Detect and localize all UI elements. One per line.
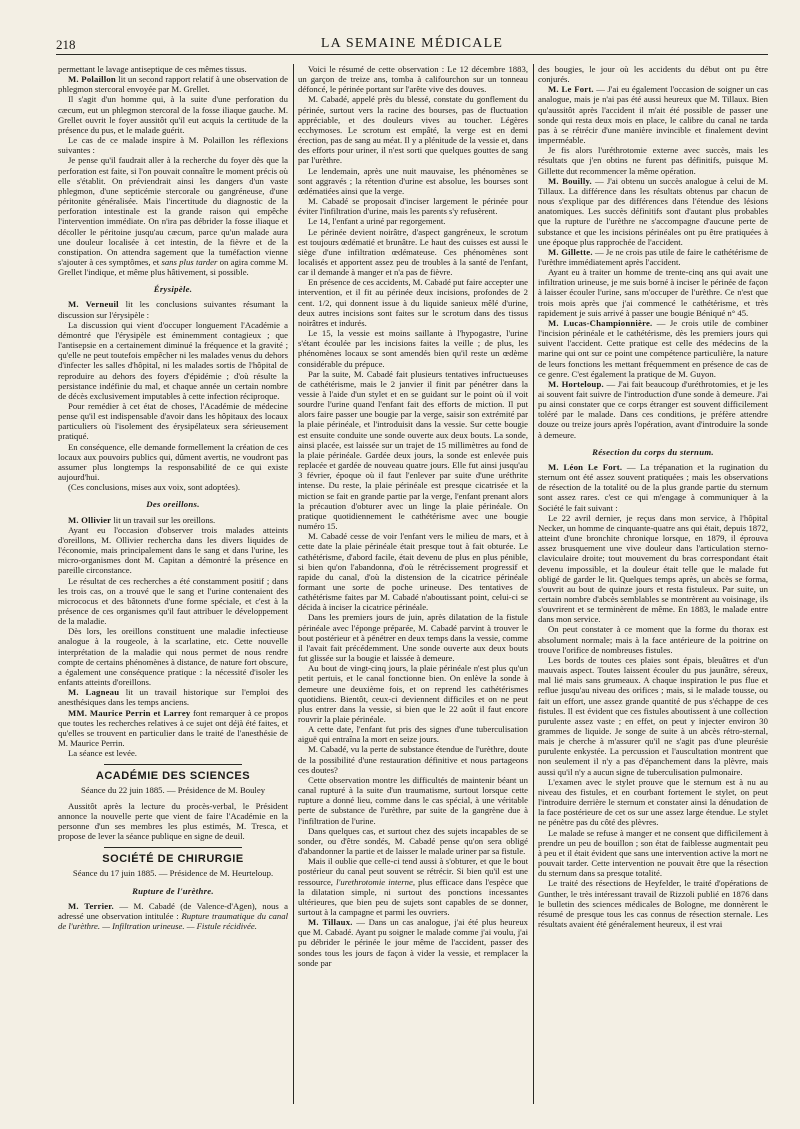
paragraph-text: — J'ai fait beaucoup d'uréthrotomies, et je les ai souvent fait suivre de l'introduction d'une sonde à demeure. J'ai pu ainsi constater que ce corps étranger est souvent difficilement toléré par le malade. Dans ces conditions, je préfère attendre douze ou treize jours après l'opération, avant d'introduire la sonde à demeure. [538, 378, 768, 440]
paragraph: Le périnée devient noirâtre, d'aspect gangréneux, le scrotum est toujours œdématié et brunâtre. Le haut des cuisses est aussi le siège d'une infiltration œdémateuse. Ces phénomènes sont localisés et apportent assez peu de troubles à la santé de l'enfant, car il demande à manger et n'a pas de fièvre. [298, 226, 528, 278]
paragraph [298, 856, 528, 917]
paragraph [538, 176, 768, 247]
column-rule [533, 64, 534, 1104]
paragraph [58, 515, 288, 525]
paragraph-text: font remarquer à ce propos que toutes les recherches relatives à ce sujet ont déjà été faites, et qu'elles se trouvent en particulier dans le traité de l'anesthésie de M. Maurice Perrin. [58, 707, 288, 748]
column-1 [58, 64, 288, 1104]
paragraph: Le 22 avril dernier, je reçus dans mon service, à l'hôpital Necker, un homme de cinquante-quatre ans qui était, depuis 1872, atteint d'une bronchite chronique lorsque, en 1879, il éprouva assez brusquement une vive douleur dans l'articulation sterno-claviculaire droite; tout mouvement du bras correspondant était devenu impossible, et la douleur était telle que le malade fut obligé de garder le lit. Quelques temps après, un abcès se forma, s'ouvrit au bout de quinze jours et resta fistuleux. Par suite, un certain nombre d'abcès semblables se montrèrent au voisinage, ils s'ouvrirent et se terminèrent de même. En 1883, le malade entre dans mon service. [538, 512, 768, 625]
paragraph [538, 247, 768, 267]
speaker-name: M. Le Fort. [548, 84, 594, 95]
paragraph: Ayant eu à traiter un homme de trente-cinq ans qui avait une infiltration urineuse, je me suis borné à inciser le périnée de façon à laisser écouler l'urine, sans m'occuper de l'urèthre. Ce n'est que trois mois après que j'ai commencé le cathétérisme, et très rapidement je suis arrivé à passer une bougie Béniqué n° 45. [538, 267, 768, 318]
paragraph [58, 901, 288, 931]
speaker-name: M. Verneuil [68, 299, 119, 310]
paragraph: En présence de ces accidents, M. Cabadé put faire accepter une intervention, et il fit au périnée deux incisions, profondes de 2 cent. 1/2, qui donnent issue à du liquide sanieux mêlé d'urine, deux autres incisions sont faites sur le scrotum dans des tissus noirâtres et indurés. [298, 277, 528, 328]
speaker-name: M. Lagneau [68, 687, 120, 698]
paragraph-text: — M. Cabadé (de Valence-d'Agen), nous a adressé une observation intitulée : [58, 900, 288, 921]
paragraph: Je fis alors l'uréthrotomie externe avec succès, mais les résultats que j'en obtins ne furent pas définitifs, puisque M. Gillette dut recommencer la même opération. [538, 145, 768, 176]
paragraph-text: lit un travail historique sur l'emploi des anesthésiques dans les temps anciens. [58, 687, 288, 708]
subsection-title: Résection du corps du sternum. [592, 446, 714, 457]
paragraph: La discussion qui vient d'occuper longuement l'Académie a démontré que l'érysipèle est éminemment contagieux ; que l'antisepsie en a certainement diminué la fréquence et la gravité ; qu'elle ne peut toutefois empêcher ni les malades venus du dehors d'infecter les salles d'hôpital, ni les malades sortis de l'hôpital de reproduire au dehors des foyers d'épidémie ; d'où résulte la persistance indéfinie du mal, et chaque année un certain nombre de décès exclusivement imputables à cette infection réciproque. [58, 319, 288, 401]
paragraph: M. Cabadé, appelé près du blessé, constate du gonflement du périnée, surtout vers la racine des bourses, pas de fluctuation appréciable, et des douleurs vives au toucher. Légères ecchymoses. Le scrotum est empâté, la verge est en demi érection, pas de sang au méat. Il y a plénitude de la vessie et, dans des efforts pour uriner, il n'est sorti que quelques gouttes de sang par l'urèthre. [298, 94, 528, 166]
speaker-name: M. Ollivier [68, 514, 112, 525]
section-divider [104, 847, 242, 848]
italic-text: Rupture traumatique du canal de l'urèthre. — Infiltration urineuse. — Fistule récidivée. [58, 910, 288, 932]
column-2 [298, 64, 528, 1104]
paragraph: Le lendemain, après une nuit mauvaise, les phénomènes se sont aggravés ; la rétention d'urine est absolue, les bourses sont œdématiées ainsi que la verge. [298, 165, 528, 196]
paragraph-text: — Dans un cas analogue, j'ai été plus heureux que M. Cabadé. Ayant pu soigner le malade comme j'ai voulu, j'ai pu débrider le périnée le jour même de l'accident, passer des sondes tous les jours de façon à vider la vessie, et remplacer la sonde par [298, 917, 528, 968]
paragraph: Les bords de toutes ces plaies sont épais, bleuâtres et d'un mauvais aspect. Toutes laissent écouler du pus jaunâtre, séreux, mal lié mais sans grumeaux. A chaque inspiration le pus flue et reflue jusqu'au niveau des orifices ; mais, si le malade tousse, ou fait un effort, une assez grande quantité de pus s'échappe de ces fistules. Il est évident que ces fistules aboutissent à une collection purulente assez vaste ; en effet, on peut y injecter environ 30 grammes de liquide. Je songe de suite à un abcès rétro-sternal, mais je cherche à m'assurer qu'il ne s'agit pas d'une pleurésie purulente enkystée. La percussion et l'auscultation montrent que non seulement il n'y a pas d'épanchement dans la plèvre, mais aussi qu'il n'y a aucun signe de tuberculisation pulmonaire. [538, 654, 768, 777]
paragraph: Aussitôt après la lecture du procès-verbal, le Président annonce la nouvelle perte que vient de faire l'Académie en la personne d'un ses membres les plus estimés, M. Tresca, et propose de lever la séance publique en signe de deuil. [58, 800, 288, 842]
paragraph: Cette observation montre les difficultés de maintenir béant un canal rupturé à la suite d'un traumatisme, surtout lorsque cette rupture a donné lieu, comme dans le cas spécial, à une véritable perte de substance de l'urèthre, par suite de la gangrène due à l'infiltration de l'urine. [298, 774, 528, 826]
paragraph-text: lit un second rapport relatif à une observation de phlegmon stercoral envoyée par M. Grellet. [58, 74, 288, 95]
paragraph-text: on agira comme M. Grellet l'indique, et même plus hâtivement, si possible. [58, 256, 288, 278]
paragraph-text: — La trépanation et la rugination du sternum ont été assez souvent pratiquées ; mais les observations de résection de la totalité ou de la plus grande partie du sternum sont assez rares. c'est ce qui m'engage à communiquer à la Société le fait suivant : [538, 461, 768, 513]
section-divider [104, 764, 242, 765]
paragraph-text: lit un travail sur les oreillons. [113, 514, 216, 525]
paragraph: Le cas de ce malade inspire à M. Polaillon les réflexions suivantes : [58, 135, 288, 156]
paragraph: Dans les premiers jours de juin, après dilatation de la fistule périnéale avec l'éponge préparée, M. Cabadé parvint à trouver le bout postérieur et à pénétrer en deux temps dans la vessie, comme il l'avait fait précédemment. Une sonde ouverte aux deux bouts fut glissée sur la bougie et laissée à demeure. [298, 612, 528, 664]
session-line: Séance du 22 juin 1885. — Présidence de M. Bouley [80, 785, 266, 796]
paragraph [538, 318, 768, 379]
paragraph-text: — Je ne crois pas utile de faire le cathétérisme de l'urèthre immédiatement après l'accident. [538, 246, 768, 267]
italic-text: sans plus tarder [161, 256, 218, 267]
paragraph: Il s'agit d'un homme qui, à la suite d'une perforation du cæcum, eut un phlegmon stercoral de la fosse iliaque gauche. M. Grellet ouvrit le foyer aussitôt qu'il eut acquis la certitude de la présence du pus, et le malade guérit. [58, 94, 288, 135]
paragraph-text: Je pense qu'il faudrait aller à la recherche du foyer dès que la perforation est faite, si l'on pouvait connaître le moment précis où elle s'établit. On préviendrait ainsi les dangers d'un vaste phlegmon, d'une septicémie stercorale ou gangréneuse, d'une péritonite généralisée. Mais l'incertitude du diagnostic de la perforation intestinale est la grande raison qui empêche l'intervention immédiate. On n'ira pas débrider la fosse iliaque et décoller le péritoine jusqu'au cæcum, parce qu'un malade aura une douleur localisée à cet intestin, de la fièvre et de la constipation. On attendra sagement que la tuméfaction vienne s'ajouter à ces symptômes, et [58, 155, 288, 267]
paragraph: M. Cabadé, vu la perte de substance étendue de l'urèthre, doute de la possibilité d'une restauration définitive et nous partageons ces doutes? [298, 744, 528, 775]
paragraph-text: Mais il oublie que celle-ci tend aussi à s'obturer, et que le bout postérieur du canal peut souvent se rétrécir. Si bien qu'il est une ressource, [298, 856, 528, 887]
column-rule [293, 64, 294, 1104]
paragraph: Dès lors, les oreillons constituent une maladie infectieuse analogue à la rougeole, à la scarlatine, etc. Cette nouvelle interprétation de la maladie qui nous permet de nous rendre compte de certains phénomènes à distance, de nature fort obscure, a également une conséquence pratique : la nécessité d'isoler les enfants atteints d'oreillons. [58, 626, 288, 688]
speaker-name: M. Léon Le Fort. [548, 461, 623, 472]
session-line: Séance du 17 juin 1885. — Présidence de M. Heurteloup. [72, 868, 274, 879]
journal-title: LA SEMAINE MÉDICALE [320, 36, 504, 51]
paragraph: L'examen avec le stylet prouve que le sternum est à nu au niveau des fistules, et en courbant fortement le stylet, on peut l'introduire derrière le sternum et constater ainsi la dénudation de la face postérieure de cet os sur une assez large étendue. Le stylet ne pénètre pas du côté des plèvres. [538, 776, 768, 828]
subsection-title: Rupture de l'urèthre. [132, 885, 214, 896]
paragraph-text: plus efficace dans l'espèce que la dilatation simple, ni surtout des ponctions incessantes ultérieures, que bien peu de sujets sont capables de se donner, surtout à la campagne et parmi les ouvriers. [298, 876, 528, 917]
paragraph: Le traité des résections de Heyfelder, le traité d'opérations de Gunther, le très intéressant travail de Rizzoli publié en 1876 dans le bulletin des sciences médicales de Bologne, me donnèrent le résumé de presque tous les cas connus de résection sternale. Les résultats avaient été généralement heureux, il est vrai [538, 878, 768, 929]
speaker-name: M. Tillaux. [308, 917, 353, 928]
paragraph: M. Cabadé cesse de voir l'enfant vers le milieu de mars, et à cette date la plaie périnéale était presque tout à fait obturée. Le cathétérisme, d'abord facile, était devenu de plus en plus pénible, si bien qu'on l'abandonna, d'où le rétrécissement progressif et rapide du canal, d'où la distension de la cicatrice périnéale formant une sorte de poche urineuse. Des tentatives de cathétérisme faites par M. Cabadé n'aboutissant point, celui-ci se décida à inciser la cicatrice périnéale. [298, 531, 528, 613]
paragraph: Dans quelques cas, et surtout chez des sujets incapables de se sonder, ou d'être sondés, M. Cabadé pense qu'on sera obligé d'abandonner la partie et de laisser le malade uriner par sa fistule. [298, 825, 528, 857]
paragraph: On peut constater à ce moment que la forme du thorax est absolument normale; mais à la face antérieure de la poitrine on trouve l'orifice de nombreuses fistules. [538, 624, 768, 655]
paragraph [58, 708, 288, 749]
paragraph: des bougies, le jour où les accidents du début ont pu être conjurés. [538, 64, 768, 85]
paragraph: (Ces conclusions, mises aux voix, sont adoptées). [68, 482, 241, 493]
paragraph [58, 687, 288, 707]
speaker-name: M. Lucas-Championnière. [548, 317, 653, 328]
subsection-title: Érysipèle. [153, 284, 193, 295]
paragraph [538, 462, 768, 513]
paragraph-text: lit les conclusions suivantes résumant la discussion sur l'érysipèle : [58, 299, 288, 320]
paragraph [298, 917, 528, 968]
section-title: SOCIÉTÉ DE CHIRURGIE [102, 853, 244, 866]
speaker-name: M. Gillette. [548, 246, 593, 257]
speaker-name: M. Horteloup. [548, 378, 604, 389]
paragraph [538, 84, 768, 145]
paragraph: Le résultat de ces recherches a été constamment positif ; dans les trois cas, on a trouvé que le sang et l'urine contenaient des micrococus et des bâtonnets d'une forme spéciale, et c'est à la présence de ces organismes qu'il faut attribuer le développement de la maladie. [58, 575, 288, 627]
section-title: ACADÉMIE DES SCIENCES [95, 770, 251, 783]
paragraph: Pour remédier à cet état de choses, l'Académie de médecine pense qu'il est indispensable d'avoir dans les hôpitaux des locaux particuliers où l'isolement des érysipélateux sera sérieusement pratiqué. [58, 401, 288, 442]
paragraph: La séance est levée. [68, 748, 137, 759]
paragraph [538, 379, 768, 440]
paragraph [58, 155, 288, 277]
paragraph [58, 74, 288, 94]
paragraph: Le 15, la vessie est moins saillante à l'hypogastre, l'urine s'étant écoulée par les incisions faites la veille ; de plus, les phénomènes locaux se sont amendés bien qu'il reste un œdème considérable du prépuce. [298, 328, 528, 369]
article-columns [58, 64, 770, 1104]
subsection-title: Des oreillons. [146, 499, 200, 510]
paragraph: En conséquence, elle demande formellement la création de ces locaux aux pouvoirs publics qui, dûment avertis, ne voudront pas assumer plus longtemps la responsabilité de ce qui existe aujourd'hui. [58, 441, 288, 483]
paragraph-text: — J'ai eu également l'occasion de soigner un cas analogue, mais je n'ai pas été aussi heureux que M. Tillaux. Bien qu'aussitôt après l'accident il m'ait été possible de passer une sonde qui resta deux mois en place, le calibre du canal ne tarda pas à se rétrécir d'une manière invincible et finalement devint imperméable. [538, 84, 768, 146]
paragraph: Le malade se refuse à manger et ne consent que difficilement à prendre un peu de bouillon ; son état de faiblesse augmentait peu à peu et il était évident que sans une intervention active la mort ne pouvait tarder. Cette intervention ne pouvait être que la résection du sternum dans sa presque totalité. [538, 827, 768, 879]
paragraph-text: — J'ai obtenu un succès analogue à celui de M. Tillaux. La différence dans les résultats obtenus par chacun de nous s'explique par des différences dans l'étendue des lésions anatomiques. Les succès définitifs sont d'autant plus probables que la rupture de l'urèthre ne s'accompagne d'aucune perte de substance et que les incisions périnéales ont pu être pratiquées à une époque plus rapprochée de l'accident. [538, 175, 768, 247]
speaker-name: M. Terrier. [68, 900, 114, 911]
paragraph-text: — Je crois utile de combiner l'incision périnéale et le cathétérisme, dès les premiers jours qui suivent l'accident. Cette pratique est celle des médecins de la marine qui ont sur ce point une compétence particulière, la nature de leurs fonctions les mettant fréquemment en présence de cas de ce genre. C'est également la pratique de M. Guyon. [538, 317, 768, 379]
speaker-name: MM. Maurice Perrin et Larrey [68, 707, 191, 718]
paragraph: permettant le lavage antiseptique de ces mêmes tissus. [58, 64, 247, 74]
page-header [56, 34, 768, 55]
paragraph: Voici le résumé de cette observation : Le 12 décembre 1883, un garçon de treize ans, tomba à califourchon sur un tonneau défoncé, le périnée portant sur l'arête vive des douves. [298, 64, 528, 95]
paragraph: Le 14, l'enfant a uriné par regorgement. [308, 216, 446, 227]
italic-text: l'urethrotomie interne, [336, 876, 415, 887]
column-3 [538, 64, 768, 1104]
paragraph [58, 299, 288, 319]
paragraph: Au bout de vingt-cinq jours, la plaie périnéale n'est plus qu'un petit pertuis, et le canal fonctionne bien. On enlève la sonde à demeure une deuxième fois, et on reprend les cathétérismes quotidiens. Bientôt, ceux-ci deviennent difficiles et on ne peut plus entrer dans la vessie, si bien que le 22 août il faut encore rouvrir la plaie périnéale. [298, 663, 528, 724]
speaker-name: M. Bouilly. [548, 175, 592, 186]
paragraph: M. Cabadé se proposait d'inciser largement le périnée pour éviter l'infiltration d'urine, mais les parents s'y refusèrent. [298, 196, 528, 217]
paragraph: Ayant eu l'occasion d'observer trois malades atteints d'oreillons, M. Ollivier rechercha dans les divers liquides de l'économie, mais principalement dans le sang et dans l'urine, les micro-organismes dont M. Capitan a démontré la présence en pareille circonstance. [58, 524, 288, 576]
page-number: 218 [56, 37, 76, 52]
paragraph: Par la suite, M. Cabadé fait plusieurs tentatives infructueuses de cathétérisme, mais le 2 janvier il finit par pénétrer dans la vessie à l'aide d'un stylet et en se guidant sur le point où il voit sourdre l'urine quand l'enfant fait des efforts de miction. Il put alors faire passer une bougie par la verge, saisir son extrémité par la plaie périnéale, et l'introduisit dans la vessie. Sur cette bougie est ensuite conduite une sonde ouverte aux deux bouts. La sonde, ainsi placée, est laissée sur un trajet de 15 millimètres au fond de la plaie périnéale. Gardée deux jours, la sonde est enlevée puis replacée et gardée de nouveau quatre jours. Elle fut ainsi jusqu'au 3 février, époque où il faut l'enlever par suite d'une uréthrite intense. Du reste, la plaie périnéale est presque cicatrisée et la miction se fait en grande partie par la verge, l'enfant prenant alors la précaution d'obturer avec un linge la plaie périnéale. On pratique quotidiennement le cathétérisme avec une bougie numéro 15. [298, 368, 528, 532]
paragraph: A cette date, l'enfant fut pris des signes d'une tuberculisation aiguë qui entraîna la mort en seize jours. [298, 724, 528, 745]
speaker-name: M. Polaillon [68, 74, 116, 85]
